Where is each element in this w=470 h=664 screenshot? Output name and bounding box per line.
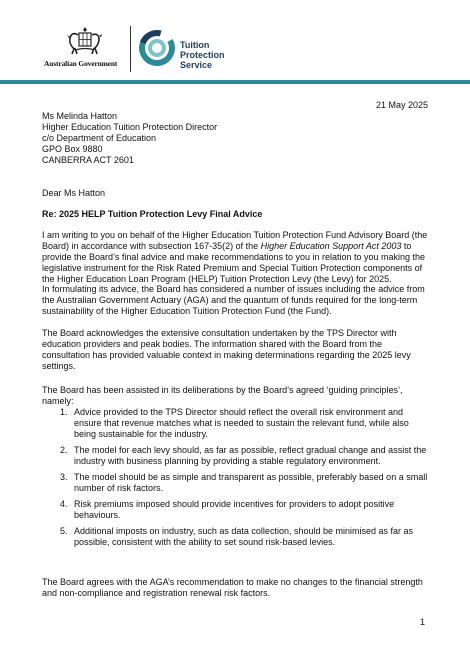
paragraph-consultation: The Board acknowledges the extensive consultation undertaken by the TPS Director with education providers and peak bodies. The information shared with the Board from the consultation has provided valuable context in making determinations regarding the 2025 levy settings.	[42, 328, 411, 371]
coat-of-arms-icon	[66, 26, 104, 56]
list-text: The model should be as simple and transparent as possible, preferably based on a small number of risk factors.	[74, 472, 428, 493]
list-number: 2.	[60, 445, 68, 455]
page-number: 1	[420, 617, 426, 627]
subject-line: Re: 2025 HELP Tuition Protection Levy Final Advice	[42, 209, 263, 219]
address-line: Higher Education Tuition Protection Director	[42, 122, 218, 132]
list-text: The model for each levy should, as far as possible, reflect gradual change and assist the industry with business planning by providing a stable regulatory environment.	[74, 445, 427, 466]
tps-name-line: Tuition	[180, 40, 210, 50]
paragraph-considerations: In formulating its advice, the Board has considered a number of issues including the advice from the Australian Government Actuary (AGA) and the quantum of funds required for the long-term sustainability of the Higher Education Tuition Protection Fund (the Fund).	[42, 284, 425, 316]
letterhead	[0, 0, 470, 84]
para-text: to provide the Board’s final advice and make recommendations to you in relation to you making the legislative instrument for the Risk Rated Premium and Special Tuition Protection components of the Higher Education Loan Program (HELP) Tuition Protection Levy (the Levy) for 2025.	[42, 241, 426, 284]
list-text: Additional imposts on industry, such as data collection, should be minimised as far as possible, consistent with the ability to set sound risk-based levies.	[74, 526, 414, 547]
tps-name-line: Protection	[180, 50, 225, 60]
list-number: 1.	[60, 407, 68, 417]
list-text: Risk premiums imposed should provide incentives for providers to adopt positive behaviours.	[74, 499, 395, 520]
header-rule	[0, 80, 470, 84]
paragraph-guiding-principles: The Board has been assisted in its deliberations by the Board’s agreed ‘guiding principles’, namely:	[42, 385, 403, 406]
tps-logo-icon	[136, 27, 178, 69]
address-line: CANBERRA ACT 2601	[42, 155, 134, 165]
act-title: Higher Education Support Act 2003	[260, 241, 402, 251]
salutation: Dear Ms Hatton	[42, 188, 106, 198]
para-text: I am writing to you on behalf of the Higher Education Tuition Protection Fund Advisory Board (the Board) in accordance with subsection 167-35(2) of the	[42, 230, 428, 251]
list-item	[42, 526, 430, 548]
list-item	[42, 472, 430, 494]
list-number: 3.	[60, 472, 68, 482]
guiding-principles-list	[42, 407, 430, 553]
list-text: Advice provided to the TPS Director should reflect the overall risk environment and ensure that revenue matches what is needed to sustain the relevant fund, while also being sustainable for the industry.	[74, 407, 409, 439]
list-number: 4.	[60, 499, 68, 509]
government-name: Australian Government	[44, 59, 118, 68]
recipient-address	[42, 111, 217, 166]
address-line: GPO Box 9880	[42, 144, 103, 154]
address-line: c/o Department of Education	[42, 133, 157, 143]
tps-name	[180, 40, 225, 70]
australian-government-logo	[44, 26, 124, 70]
logo-divider	[130, 26, 131, 72]
list-item	[42, 445, 430, 467]
tps-name-line: Service	[180, 60, 213, 70]
list-item	[42, 407, 430, 440]
letter-date: 21 May 2025	[375, 100, 428, 110]
address-line: Ms Melinda Hatton	[42, 111, 118, 121]
paragraph-aga-recommendation: The Board agrees with the AGA’s recommendation to make no changes to the financial strength and non-compliance and registration renewal risk factors.	[42, 577, 423, 598]
list-item	[42, 499, 430, 521]
paragraph-purpose	[42, 230, 430, 285]
list-number: 5.	[60, 526, 68, 536]
